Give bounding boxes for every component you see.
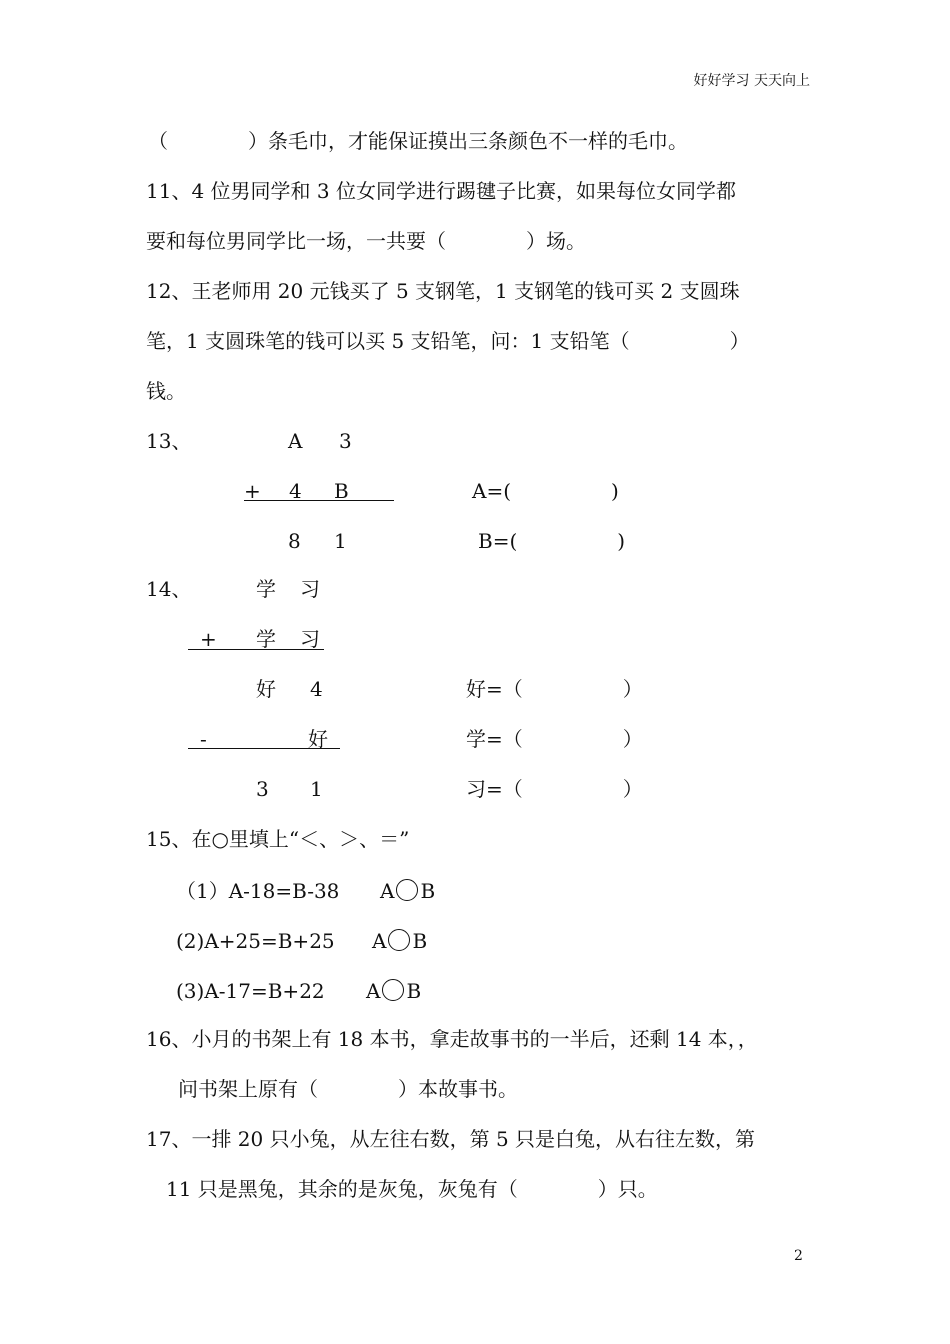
compare-circle-icon[interactable] [396, 879, 418, 901]
q14-sum-line [188, 649, 324, 650]
q14-char-xi-1: 习 [300, 577, 320, 601]
q14-answer-xue: 学=（ ） [466, 727, 643, 751]
q15-title: 15、在○里填上“＜、＞、＝” [146, 827, 410, 851]
q14-digit-3: 3 [256, 777, 269, 801]
q14-answer-hao: 好=（ ） [466, 677, 643, 701]
q13-digit-1: 1 [334, 529, 347, 553]
q14-char-hao-1: 好 [256, 677, 276, 701]
q16-line-1: 16、小月的书架上有 18 本书，拿走故事书的一半后，还剩 14 本，， [146, 1027, 758, 1051]
q12-line-3: 钱。 [146, 379, 186, 403]
q14-label: 14、 [146, 577, 192, 601]
q15-item-1-expr: （1）A-18=B-38 [176, 879, 340, 903]
q15-item-3-compare [366, 978, 421, 1004]
q14-difference-line [188, 748, 340, 749]
q17-line-2: 11 只是黑兔，其余的是灰兔，灰兔有（ ）只。 [166, 1177, 658, 1201]
q15-item-3-expr: (3)A-17=B+22 [176, 979, 325, 1003]
q13-label: 13、 [146, 429, 192, 453]
q13-digit-8: 8 [288, 529, 301, 553]
q15-item-1-b: B [420, 879, 436, 903]
page-header: 好好学习 天天向上 [693, 73, 810, 89]
q13-answer-b: B=( ) [478, 529, 626, 553]
page-number: 2 [794, 1248, 803, 1264]
q13-digit-a: A [288, 429, 303, 453]
q15-item-2-expr: (2)A+25=B+25 [176, 929, 335, 953]
q15-item-3-b: B [406, 979, 422, 1003]
q14-answer-xi: 习=（ ） [466, 777, 643, 801]
q12-line-1: 12、王老师用 20 元钱买了 5 支钢笔，1 支钢笔的钱可买 2 支圆珠 [146, 279, 740, 303]
q13-digit-4: 4 [289, 479, 302, 503]
compare-circle-icon[interactable] [388, 929, 410, 951]
q15-item-3-a: A [366, 979, 381, 1003]
q13-digit-3: 3 [339, 429, 352, 453]
q15-item-1-a: A [380, 879, 395, 903]
q15-item-1-compare [380, 878, 435, 904]
compare-circle-icon[interactable] [382, 979, 404, 1001]
q17-line-1: 17、一排 20 只小兔，从左往右数，第 5 只是白兔，从右往左数，第 [146, 1127, 756, 1151]
q15-item-2-b: B [412, 929, 428, 953]
q12-line-2: 笔，1 支圆珠笔的钱可以买 5 支铅笔，问：1 支铅笔（ ） [146, 329, 750, 353]
q14-char-xue-2: 学 [256, 627, 276, 651]
q14-digit-1: 1 [310, 777, 323, 801]
q10-line-1: （ ）条毛巾，才能保证摸出三条颜色不一样的毛巾。 [148, 129, 688, 153]
q11-line-1: 11、4 位男同学和 3 位女同学进行踢毽子比赛，如果每位女同学都 [146, 179, 736, 203]
q14-minus-sign: - [200, 727, 207, 751]
q14-digit-4: 4 [310, 677, 323, 701]
q13-digit-b: B [334, 479, 349, 503]
q15-item-2-a: A [372, 929, 387, 953]
q14-char-xi-2: 习 [300, 627, 320, 651]
q13-plus-sign: + [244, 479, 261, 503]
q15-item-2-compare [372, 928, 427, 954]
q16-line-2: 问书架上原有（ ）本故事书。 [178, 1077, 518, 1101]
q14-char-hao-2: 好 [308, 727, 328, 751]
q13-answer-a: A=( ) [472, 479, 619, 503]
q11-line-2: 要和每位男同学比一场，一共要（ ）场。 [146, 229, 586, 253]
q14-plus-sign: + [200, 627, 217, 651]
q13-sum-line [244, 500, 394, 501]
q14-char-xue-1: 学 [256, 577, 276, 601]
